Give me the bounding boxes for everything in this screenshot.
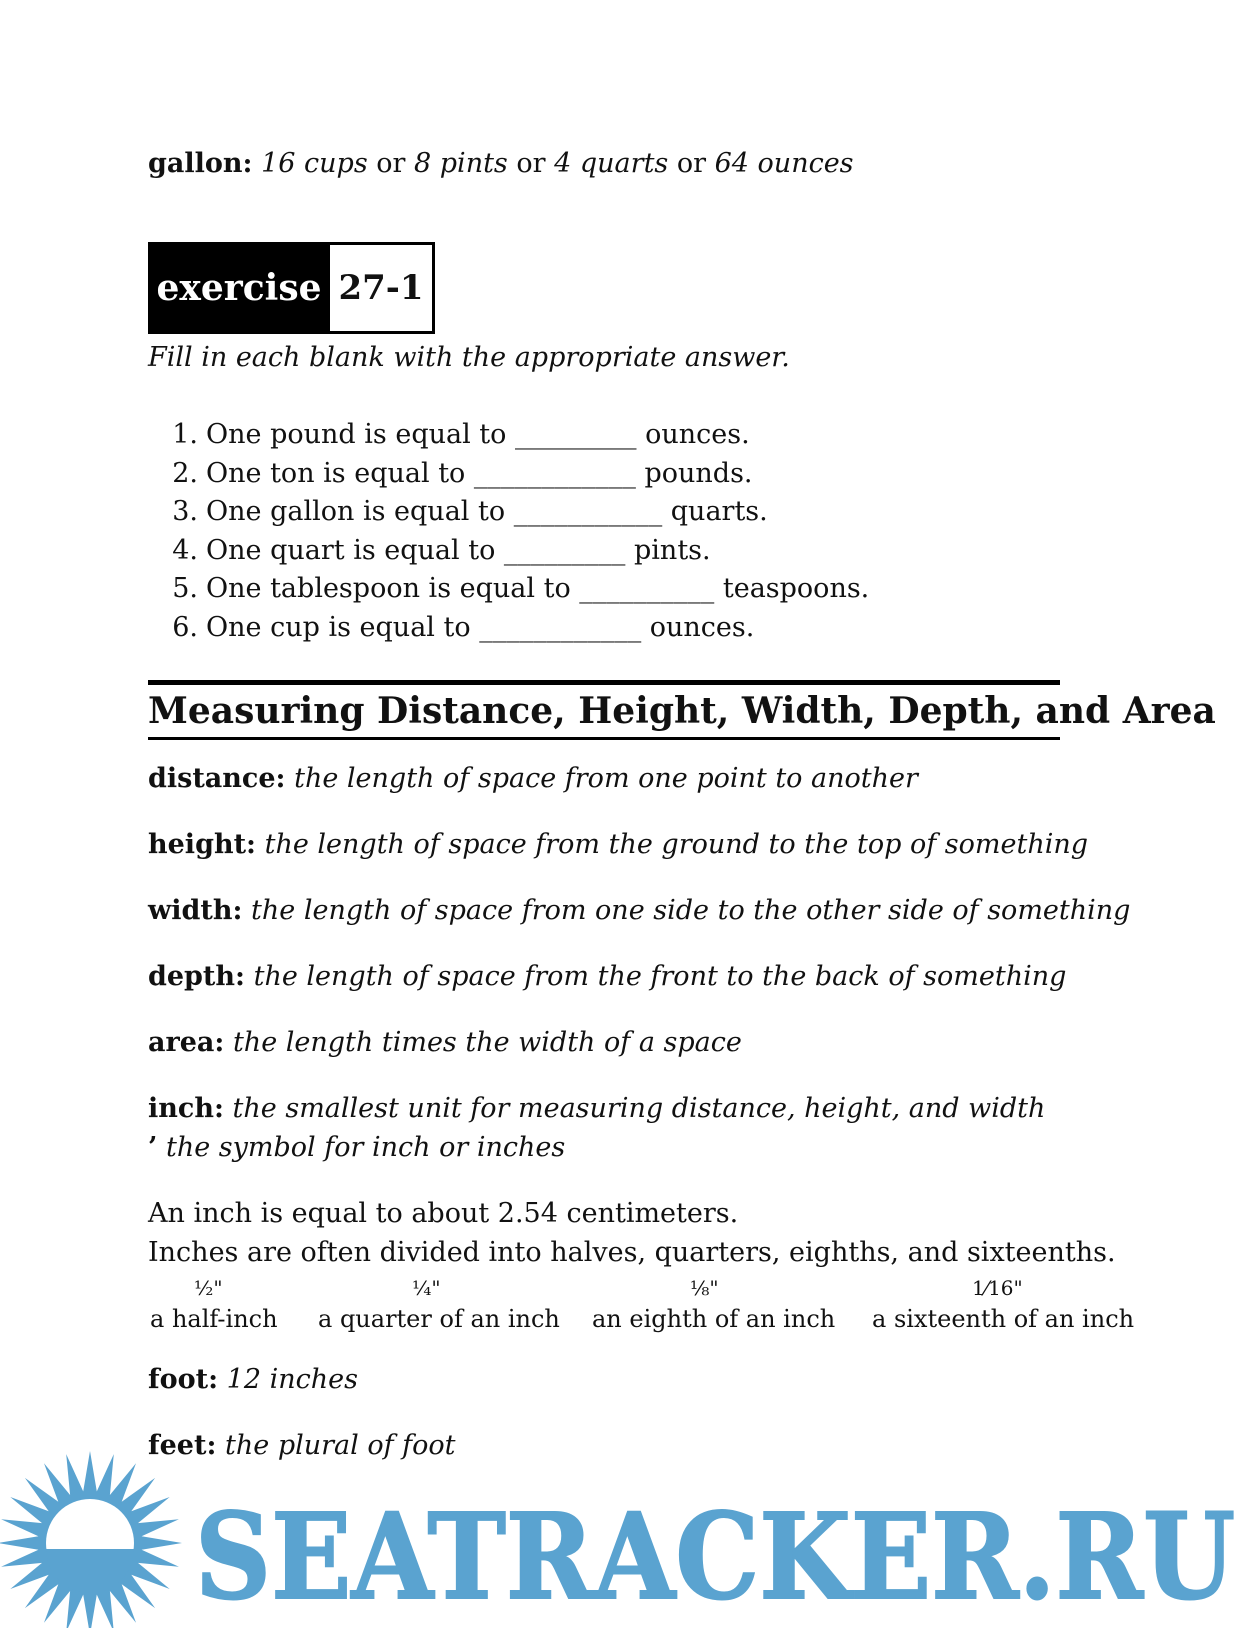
inch-symbol-definition: ’ the symbol for inch or inches xyxy=(148,1132,566,1163)
inch-note-2: Inches are often divided into halves, quarters, eighths, and sixteenths. xyxy=(148,1237,1116,1268)
list-item: 1. One pound is equal to _________ ounces. xyxy=(172,419,750,450)
list-item: 4. One quart is equal to _________ pints. xyxy=(172,534,711,566)
gallon-value: 4 quarts xyxy=(554,148,669,179)
watermark-text: SEATRACKER.RU xyxy=(195,1487,1235,1626)
question-text: One tablespoon is equal to __________ teaspoons. xyxy=(206,573,870,604)
definition-inch: inch: the smallest unit for measuring distance, height, and width xyxy=(148,1093,1046,1124)
fraction-half: ½" xyxy=(194,1276,223,1300)
question-text: One quart is equal to _________ pints. xyxy=(206,534,711,566)
list-item: 2. One ton is equal to ____________ pounds. xyxy=(172,457,753,489)
question-text: One ton is equal to ____________ pounds. xyxy=(206,457,753,489)
sun-logo-icon xyxy=(0,1451,182,1628)
gallon-term: gallon: xyxy=(148,148,253,179)
fraction-caption-quarter: a quarter of an inch xyxy=(318,1305,560,1333)
section-title: Measuring Distance, Height, Width, Depth, and Area xyxy=(148,680,1060,740)
exercise-instructions: Fill in each blank with the appropriate answer. xyxy=(148,342,790,373)
definition-area: area: the length times the width of a space xyxy=(148,1027,742,1058)
exercise-number: 27-1 xyxy=(330,242,435,334)
gallon-definition xyxy=(148,147,854,181)
exercise-label: exercise xyxy=(148,242,330,334)
gallon-value: or xyxy=(668,148,715,179)
watermark xyxy=(0,1448,1258,1628)
gallon-value: 8 pints xyxy=(414,148,508,179)
gallon-value: or xyxy=(367,148,415,179)
definition-width: width: the length of space from one side to the other side of something xyxy=(148,895,1131,926)
question-text: One cup is equal to ____________ ounces. xyxy=(206,611,755,643)
list-item: 5. One tablespoon is equal to __________ teaspoons. xyxy=(172,573,870,604)
fraction-eighth: ⅛" xyxy=(690,1276,719,1300)
inch-note-1: An inch is equal to about 2.54 centimeters. xyxy=(148,1198,739,1229)
definition-height: height: the length of space from the ground to the top of something xyxy=(148,829,1089,860)
definition-distance: distance: the length of space from one point to another xyxy=(148,763,918,794)
exercise-header xyxy=(148,242,435,334)
fraction-caption-eighth: an eighth of an inch xyxy=(592,1305,836,1333)
question-list xyxy=(148,416,869,647)
list-item: 6. One cup is equal to ____________ ounces. xyxy=(172,611,755,643)
definition-feet: feet: the plural of foot xyxy=(148,1430,456,1461)
gallon-values xyxy=(261,148,853,179)
fraction-caption-half: a half-inch xyxy=(150,1305,278,1333)
gallon-value: 64 ounces xyxy=(714,148,854,179)
fraction-caption-sixteenth: a sixteenth of an inch xyxy=(872,1305,1135,1333)
gallon-value: or xyxy=(507,148,555,179)
fraction-quarter: ¼" xyxy=(412,1276,441,1300)
definition-foot: foot: 12 inches xyxy=(148,1364,358,1395)
question-text: One pound is equal to _________ ounces. xyxy=(206,419,750,450)
definition-depth: depth: the length of space from the front to the back of something xyxy=(148,961,1067,992)
list-item: 3. One gallon is equal to ___________ quarts. xyxy=(172,496,768,527)
gallon-value: 16 cups xyxy=(261,148,368,179)
question-text: One gallon is equal to ___________ quarts. xyxy=(206,496,768,527)
fraction-sixteenth: 1⁄16" xyxy=(972,1276,1023,1300)
